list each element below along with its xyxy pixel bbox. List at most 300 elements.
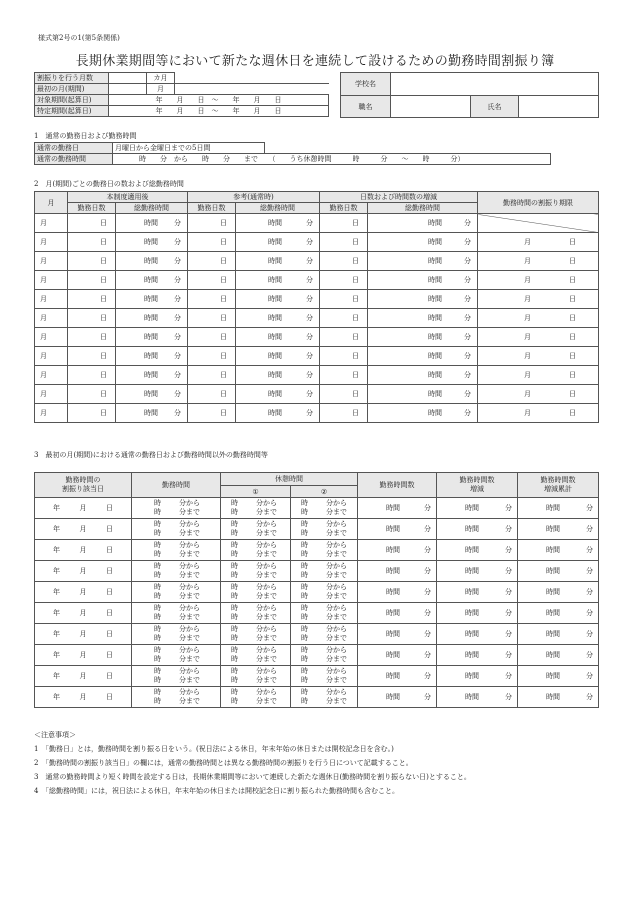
s3-unit-to: 分まで <box>256 655 277 663</box>
s2-diff-hours-cell[interactable] <box>368 404 478 423</box>
s2-diff-days-cell[interactable] <box>320 271 368 290</box>
s3-worktime-cell[interactable] <box>132 561 221 582</box>
s3-unit-month: 月 <box>79 504 87 512</box>
s3-hours-cell[interactable] <box>358 519 437 540</box>
position-value[interactable] <box>391 96 471 118</box>
table-row <box>35 366 599 385</box>
s2-sub-hours: 総勤務時間 <box>368 203 478 214</box>
s3-unit-to: 分まで <box>179 529 200 537</box>
months-value[interactable] <box>109 73 147 84</box>
s2-ref-hours-cell[interactable] <box>236 385 320 404</box>
s3-break1-cell[interactable] <box>221 624 291 645</box>
s3-worktime-cell[interactable] <box>132 687 221 708</box>
s3-break2-cell[interactable] <box>291 645 358 666</box>
s3-unit-to: 分まで <box>256 613 277 621</box>
s3-worktime-cell[interactable] <box>132 603 221 624</box>
s2-month-cell[interactable] <box>35 271 68 290</box>
s3-unit-from: 分から <box>256 499 277 507</box>
s3-unit-day: 日 <box>106 630 113 638</box>
s3-unit-from: 分から <box>326 541 347 549</box>
s2-ref-hours-cell[interactable] <box>236 366 320 385</box>
s3-hours-cell[interactable] <box>358 540 437 561</box>
s2-hours-cell[interactable] <box>116 233 188 252</box>
s2-days-cell[interactable] <box>68 252 116 271</box>
s3-unit-month: 月 <box>79 567 87 575</box>
s2-days-cell[interactable] <box>68 233 116 252</box>
s2-ref-hours-cell[interactable] <box>236 328 320 347</box>
s2-unit-day: 日 <box>352 257 359 265</box>
s2-unit-min: 分 <box>464 390 471 398</box>
s2-ref-days-cell[interactable] <box>188 290 236 309</box>
s3-cum-cell[interactable] <box>518 645 599 666</box>
s2-unit-month: 月 <box>524 371 531 379</box>
workday-label: 通常の勤務日 <box>35 143 113 154</box>
s3-unit-min: 分 <box>424 525 431 533</box>
s3-unit-from: 分から <box>256 625 277 633</box>
s2-diff-hours-cell[interactable] <box>368 233 478 252</box>
s2-month-cell[interactable] <box>35 309 68 328</box>
s2-hours-cell[interactable] <box>116 214 188 233</box>
s3-change-cell[interactable] <box>437 498 518 519</box>
school-value[interactable] <box>391 73 599 96</box>
s2-ref-hours-cell[interactable] <box>236 404 320 423</box>
s3-hours-cell[interactable] <box>358 666 437 687</box>
specific-period-value[interactable]: 年 月 日 〜 年 月 日 <box>109 106 329 117</box>
s3-unit-ji: 時 <box>231 571 238 579</box>
s3-date-cell[interactable] <box>35 519 132 540</box>
s3-unit-ji: 時 <box>301 625 308 633</box>
s2-unit-hour: 時間 <box>144 390 158 398</box>
s2-diff-days-cell[interactable] <box>320 252 368 271</box>
s2-hours-cell[interactable] <box>116 271 188 290</box>
s3-break2-cell[interactable] <box>291 603 358 624</box>
s2-month-cell[interactable] <box>35 385 68 404</box>
months-label: 割振りを行う月数 <box>35 73 109 84</box>
s3-unit-month: 月 <box>79 672 87 680</box>
s2-unit-hour: 時間 <box>144 276 158 284</box>
s3-worktime-cell[interactable] <box>132 498 221 519</box>
s2-period-cell <box>478 214 599 233</box>
s3-unit-day: 日 <box>106 588 113 596</box>
s2-ref-hours-cell[interactable] <box>236 290 320 309</box>
s3-break2-cell[interactable] <box>291 540 358 561</box>
s3-break1-cell[interactable] <box>221 561 291 582</box>
s3-unit-ji: 時 <box>301 646 308 654</box>
s3-unit-year: 年 <box>53 693 60 701</box>
s2-unit-hour: 時間 <box>428 352 442 360</box>
s2-unit-hour: 時間 <box>268 276 282 284</box>
s2-unit-day: 日 <box>352 238 359 246</box>
s2-diff-days-cell[interactable] <box>320 214 368 233</box>
s3-unit-from: 分から <box>326 499 347 507</box>
s2-period-cell[interactable] <box>478 252 599 271</box>
s3-unit-ji: 時 <box>301 499 308 507</box>
s2-days-cell[interactable] <box>68 404 116 423</box>
s3-break2-cell[interactable] <box>291 666 358 687</box>
s3-unit-hour: 時間 <box>546 525 560 533</box>
section2-heading: 2 月(期間)ごとの勤務日の数および総勤務時間 <box>34 180 184 188</box>
s3-unit-hour: 時間 <box>546 693 560 701</box>
table-row <box>35 347 599 366</box>
s2-month-cell[interactable] <box>35 233 68 252</box>
s3-unit-ji: 時 <box>154 508 161 516</box>
s3-break2-cell[interactable] <box>291 561 358 582</box>
s3-unit-ji: 時 <box>154 604 161 612</box>
table-row <box>35 309 599 328</box>
s3-hours-cell[interactable] <box>358 624 437 645</box>
s2-hours-cell[interactable] <box>116 328 188 347</box>
s3-change-cell[interactable] <box>437 561 518 582</box>
s3-break1-cell[interactable] <box>221 687 291 708</box>
s2-days-cell[interactable] <box>68 290 116 309</box>
s2-days-cell[interactable] <box>68 309 116 328</box>
s2-period-cell[interactable] <box>478 366 599 385</box>
s2-period-cell[interactable] <box>478 271 599 290</box>
s3-change-cell[interactable] <box>437 624 518 645</box>
s2-ref-days-cell[interactable] <box>188 347 236 366</box>
s3-unit-ji: 時 <box>301 604 308 612</box>
s2-period-cell[interactable] <box>478 309 599 328</box>
first-month-value[interactable] <box>109 84 147 95</box>
s3-date-cell[interactable] <box>35 687 132 708</box>
s2-days-cell[interactable] <box>68 385 116 404</box>
s2-month-cell[interactable] <box>35 252 68 271</box>
s3-cum-cell[interactable] <box>518 540 599 561</box>
s3-hours-cell[interactable] <box>358 603 437 624</box>
s3-unit-hour: 時間 <box>546 567 560 575</box>
s2-month-cell[interactable] <box>35 404 68 423</box>
s3-date-cell[interactable] <box>35 645 132 666</box>
s3-unit-min: 分 <box>424 630 431 638</box>
s2-month-cell[interactable] <box>35 366 68 385</box>
s2-ref-days-cell[interactable] <box>188 404 236 423</box>
s3-cum-cell[interactable] <box>518 603 599 624</box>
s2-diff-days-cell[interactable] <box>320 385 368 404</box>
first-month-label: 最初の月(期間) <box>35 84 109 95</box>
s3-unit-min: 分 <box>505 504 512 512</box>
s3-break1-cell[interactable] <box>221 540 291 561</box>
s3-date-cell[interactable] <box>35 561 132 582</box>
s2-hours-cell[interactable] <box>116 385 188 404</box>
s3-unit-min: 分 <box>505 525 512 533</box>
s3-unit-hour: 時間 <box>465 525 479 533</box>
s3-break1-cell[interactable] <box>221 603 291 624</box>
s3-unit-ji: 時 <box>231 562 238 570</box>
s3-unit-ji: 時 <box>231 592 238 600</box>
s3-break2-cell[interactable] <box>291 498 358 519</box>
s2-unit-day: 日 <box>569 371 576 379</box>
s2-unit-month: 月 <box>40 352 47 360</box>
s2-days-cell[interactable] <box>68 328 116 347</box>
s3-worktime-cell[interactable] <box>132 624 221 645</box>
s3-unit-min: 分 <box>424 609 431 617</box>
s2-ref-hours-cell[interactable] <box>236 271 320 290</box>
s3-cum-cell[interactable] <box>518 687 599 708</box>
s3-unit-min: 分 <box>424 567 431 575</box>
s3-unit-to: 分まで <box>179 676 200 684</box>
s3-unit-from: 分から <box>179 520 200 528</box>
s2-unit-hour: 時間 <box>268 257 282 265</box>
s3-worktime-cell[interactable] <box>132 645 221 666</box>
s3-change-cell[interactable] <box>437 540 518 561</box>
s3-date-cell[interactable] <box>35 582 132 603</box>
s3-unit-from: 分から <box>326 562 347 570</box>
s2-unit-month: 月 <box>40 409 47 417</box>
s3-unit-min: 分 <box>586 525 593 533</box>
months-unit: カ月 <box>147 73 175 84</box>
s3-unit-ji: 時 <box>154 571 161 579</box>
s2-ref-hours-cell[interactable] <box>236 347 320 366</box>
s3-date-cell[interactable] <box>35 624 132 645</box>
s3-cum-cell[interactable] <box>518 582 599 603</box>
s2-period-cell[interactable] <box>478 347 599 366</box>
s2-unit-min: 分 <box>306 295 313 303</box>
table-row <box>35 645 599 666</box>
s2-days-cell[interactable] <box>68 271 116 290</box>
s2-ref-hours-cell[interactable] <box>236 309 320 328</box>
s3-unit-hour: 時間 <box>386 693 400 701</box>
s2-diff-hours-cell[interactable] <box>368 252 478 271</box>
s2-ref-days-cell[interactable] <box>188 309 236 328</box>
s2-diff-days-cell[interactable] <box>320 233 368 252</box>
s2-diff-hours-cell[interactable] <box>368 385 478 404</box>
section3-heading: 3 最初の月(期間)における通常の勤務日および勤務時間以外の勤務時間等 <box>34 451 268 459</box>
s3-unit-year: 年 <box>53 567 60 575</box>
s3-unit-ji: 時 <box>231 634 238 642</box>
s3-col-break: 休憩時間 <box>221 473 358 486</box>
s2-period-cell[interactable] <box>478 385 599 404</box>
s3-date-cell[interactable] <box>35 498 132 519</box>
s2-diff-days-cell[interactable] <box>320 328 368 347</box>
s3-unit-to: 分まで <box>256 550 277 558</box>
s2-unit-hour: 時間 <box>144 219 158 227</box>
s3-change-cell[interactable] <box>437 582 518 603</box>
s3-date-cell[interactable] <box>35 603 132 624</box>
s2-diff-days-cell[interactable] <box>320 290 368 309</box>
form-id: 様式第2号の1(第5条関係) <box>38 34 120 42</box>
s3-unit-from: 分から <box>179 604 200 612</box>
s2-diff-days-cell[interactable] <box>320 309 368 328</box>
s2-hours-cell[interactable] <box>116 309 188 328</box>
s2-unit-day: 日 <box>352 219 359 227</box>
s2-period-cell[interactable] <box>478 404 599 423</box>
s2-grp-ref: 参考(通常時) <box>188 192 320 203</box>
s2-unit-min: 分 <box>464 219 471 227</box>
s2-month-cell[interactable] <box>35 290 68 309</box>
s3-col-change-l1: 勤務時間数 <box>459 476 495 484</box>
table-row <box>35 561 599 582</box>
s3-hours-cell[interactable] <box>358 687 437 708</box>
first-month-unit: 月 <box>147 84 175 95</box>
s3-unit-month: 月 <box>79 630 87 638</box>
s2-unit-day: 日 <box>569 409 576 417</box>
s2-diff-hours-cell[interactable] <box>368 347 478 366</box>
s3-break1-cell[interactable] <box>221 666 291 687</box>
s3-col-cum <box>518 473 599 498</box>
s2-diff-days-cell[interactable] <box>320 366 368 385</box>
s3-change-cell[interactable] <box>437 645 518 666</box>
s3-col-hours: 勤務時間数 <box>358 473 437 498</box>
s3-worktime-cell[interactable] <box>132 666 221 687</box>
s3-break1-cell[interactable] <box>221 645 291 666</box>
s3-unit-to: 分まで <box>326 529 347 537</box>
s3-unit-hour: 時間 <box>546 651 560 659</box>
s2-hours-cell[interactable] <box>116 366 188 385</box>
s2-unit-day: 日 <box>352 333 359 341</box>
s3-unit-ji: 時 <box>154 613 161 621</box>
table-row <box>35 233 599 252</box>
s2-unit-hour: 時間 <box>268 314 282 322</box>
s2-month-cell[interactable] <box>35 328 68 347</box>
s3-cum-cell[interactable] <box>518 519 599 540</box>
s2-ref-hours-cell[interactable] <box>236 252 320 271</box>
s2-period-cell[interactable] <box>478 328 599 347</box>
s2-unit-min: 分 <box>174 295 181 303</box>
s2-sub-hours: 総勤務時間 <box>116 203 188 214</box>
s2-unit-hour: 時間 <box>268 390 282 398</box>
s3-break1-cell[interactable] <box>221 498 291 519</box>
s3-change-cell[interactable] <box>437 687 518 708</box>
s2-ref-days-cell[interactable] <box>188 328 236 347</box>
s3-unit-min: 分 <box>586 546 593 554</box>
s2-diff-hours-cell[interactable] <box>368 290 478 309</box>
s3-break1-cell[interactable] <box>221 582 291 603</box>
section3-table <box>34 472 599 708</box>
s3-unit-ji: 時 <box>231 529 238 537</box>
s3-hours-cell[interactable] <box>358 561 437 582</box>
s3-unit-ji: 時 <box>154 583 161 591</box>
notes-heading: ＜注意事項＞ <box>34 731 76 739</box>
s2-ref-days-cell[interactable] <box>188 214 236 233</box>
s2-unit-min: 分 <box>174 238 181 246</box>
s3-break2-cell[interactable] <box>291 519 358 540</box>
s3-unit-ji: 時 <box>231 667 238 675</box>
s2-unit-day: 日 <box>220 314 227 322</box>
table-row <box>35 498 599 519</box>
s2-diff-hours-cell[interactable] <box>368 214 478 233</box>
s2-days-cell[interactable] <box>68 214 116 233</box>
s2-unit-hour: 時間 <box>268 219 282 227</box>
s3-unit-hour: 時間 <box>465 609 479 617</box>
s2-diff-hours-cell[interactable] <box>368 271 478 290</box>
s3-unit-min: 分 <box>586 672 593 680</box>
s3-unit-day: 日 <box>106 546 113 554</box>
s3-worktime-cell[interactable] <box>132 540 221 561</box>
s3-hours-cell[interactable] <box>358 498 437 519</box>
s2-ref-days-cell[interactable] <box>188 385 236 404</box>
s3-unit-from: 分から <box>256 688 277 696</box>
s2-days-cell[interactable] <box>68 347 116 366</box>
s3-unit-hour: 時間 <box>465 672 479 680</box>
s2-ref-days-cell[interactable] <box>188 252 236 271</box>
s3-date-cell[interactable] <box>35 540 132 561</box>
s2-ref-hours-cell[interactable] <box>236 233 320 252</box>
s2-unit-day: 日 <box>220 219 227 227</box>
s3-unit-hour: 時間 <box>546 630 560 638</box>
s3-unit-from: 分から <box>256 604 277 612</box>
s3-cum-cell[interactable] <box>518 498 599 519</box>
s2-unit-day: 日 <box>569 314 576 322</box>
s3-date-cell[interactable] <box>35 666 132 687</box>
s2-unit-min: 分 <box>306 371 313 379</box>
s2-diff-hours-cell[interactable] <box>368 309 478 328</box>
s3-unit-year: 年 <box>53 525 60 533</box>
s3-change-cell[interactable] <box>437 603 518 624</box>
target-period-value[interactable]: 年 月 日 〜 年 月 日 <box>109 95 329 106</box>
s3-cum-cell[interactable] <box>518 561 599 582</box>
s2-unit-min: 分 <box>306 219 313 227</box>
workday-value[interactable]: 月曜日から金曜日までの5日間 <box>113 143 265 154</box>
s3-worktime-cell[interactable] <box>132 519 221 540</box>
s2-hours-cell[interactable] <box>116 290 188 309</box>
s3-unit-from: 分から <box>326 520 347 528</box>
s2-unit-day: 日 <box>569 276 576 284</box>
s3-break2-cell[interactable] <box>291 624 358 645</box>
s2-hours-cell[interactable] <box>116 252 188 271</box>
s3-unit-year: 年 <box>53 504 60 512</box>
s3-break2-cell[interactable] <box>291 582 358 603</box>
s3-unit-ji: 時 <box>231 688 238 696</box>
s2-ref-hours-cell[interactable] <box>236 214 320 233</box>
worktime-value[interactable]: 時 分 から 時 分 まで （ うち休憩時間 時 分 〜 時 分） <box>113 154 551 165</box>
s3-unit-day: 日 <box>106 609 113 617</box>
s2-unit-month: 月 <box>40 295 47 303</box>
s3-change-cell[interactable] <box>437 666 518 687</box>
s2-hours-cell[interactable] <box>116 347 188 366</box>
s3-unit-to: 分まで <box>326 508 347 516</box>
s3-unit-month: 月 <box>79 609 87 617</box>
s2-unit-hour: 時間 <box>428 257 442 265</box>
s3-change-cell[interactable] <box>437 519 518 540</box>
s3-unit-from: 分から <box>179 688 200 696</box>
s2-unit-hour: 時間 <box>428 295 442 303</box>
s3-cum-cell[interactable] <box>518 624 599 645</box>
s2-unit-day: 日 <box>352 276 359 284</box>
s2-month-cell[interactable] <box>35 347 68 366</box>
s2-diff-days-cell[interactable] <box>320 404 368 423</box>
s3-unit-to: 分まで <box>326 613 347 621</box>
s3-break1-cell[interactable] <box>221 519 291 540</box>
s3-unit-ji: 時 <box>301 667 308 675</box>
s2-hours-cell[interactable] <box>116 404 188 423</box>
s3-cum-cell[interactable] <box>518 666 599 687</box>
s3-unit-from: 分から <box>326 583 347 591</box>
s2-unit-day: 日 <box>352 390 359 398</box>
school-info-table <box>340 72 599 118</box>
header-info-table <box>34 72 329 117</box>
s2-unit-month: 月 <box>524 333 531 341</box>
s3-unit-ji: 時 <box>301 529 308 537</box>
s3-break2-cell[interactable] <box>291 687 358 708</box>
s2-unit-month: 月 <box>40 276 47 284</box>
s3-hours-cell[interactable] <box>358 645 437 666</box>
s2-unit-day: 日 <box>569 333 576 341</box>
s2-period-cell[interactable] <box>478 290 599 309</box>
s2-month-cell[interactable] <box>35 214 68 233</box>
s2-ref-days-cell[interactable] <box>188 366 236 385</box>
s2-ref-days-cell[interactable] <box>188 271 236 290</box>
s2-days-cell[interactable] <box>68 366 116 385</box>
s2-diff-hours-cell[interactable] <box>368 328 478 347</box>
s2-diff-hours-cell[interactable] <box>368 366 478 385</box>
s2-period-cell[interactable] <box>478 233 599 252</box>
s3-hours-cell[interactable] <box>358 582 437 603</box>
name-value[interactable] <box>519 96 599 118</box>
s2-unit-hour: 時間 <box>268 238 282 246</box>
s2-diff-days-cell[interactable] <box>320 347 368 366</box>
s2-ref-days-cell[interactable] <box>188 233 236 252</box>
s3-worktime-cell[interactable] <box>132 582 221 603</box>
